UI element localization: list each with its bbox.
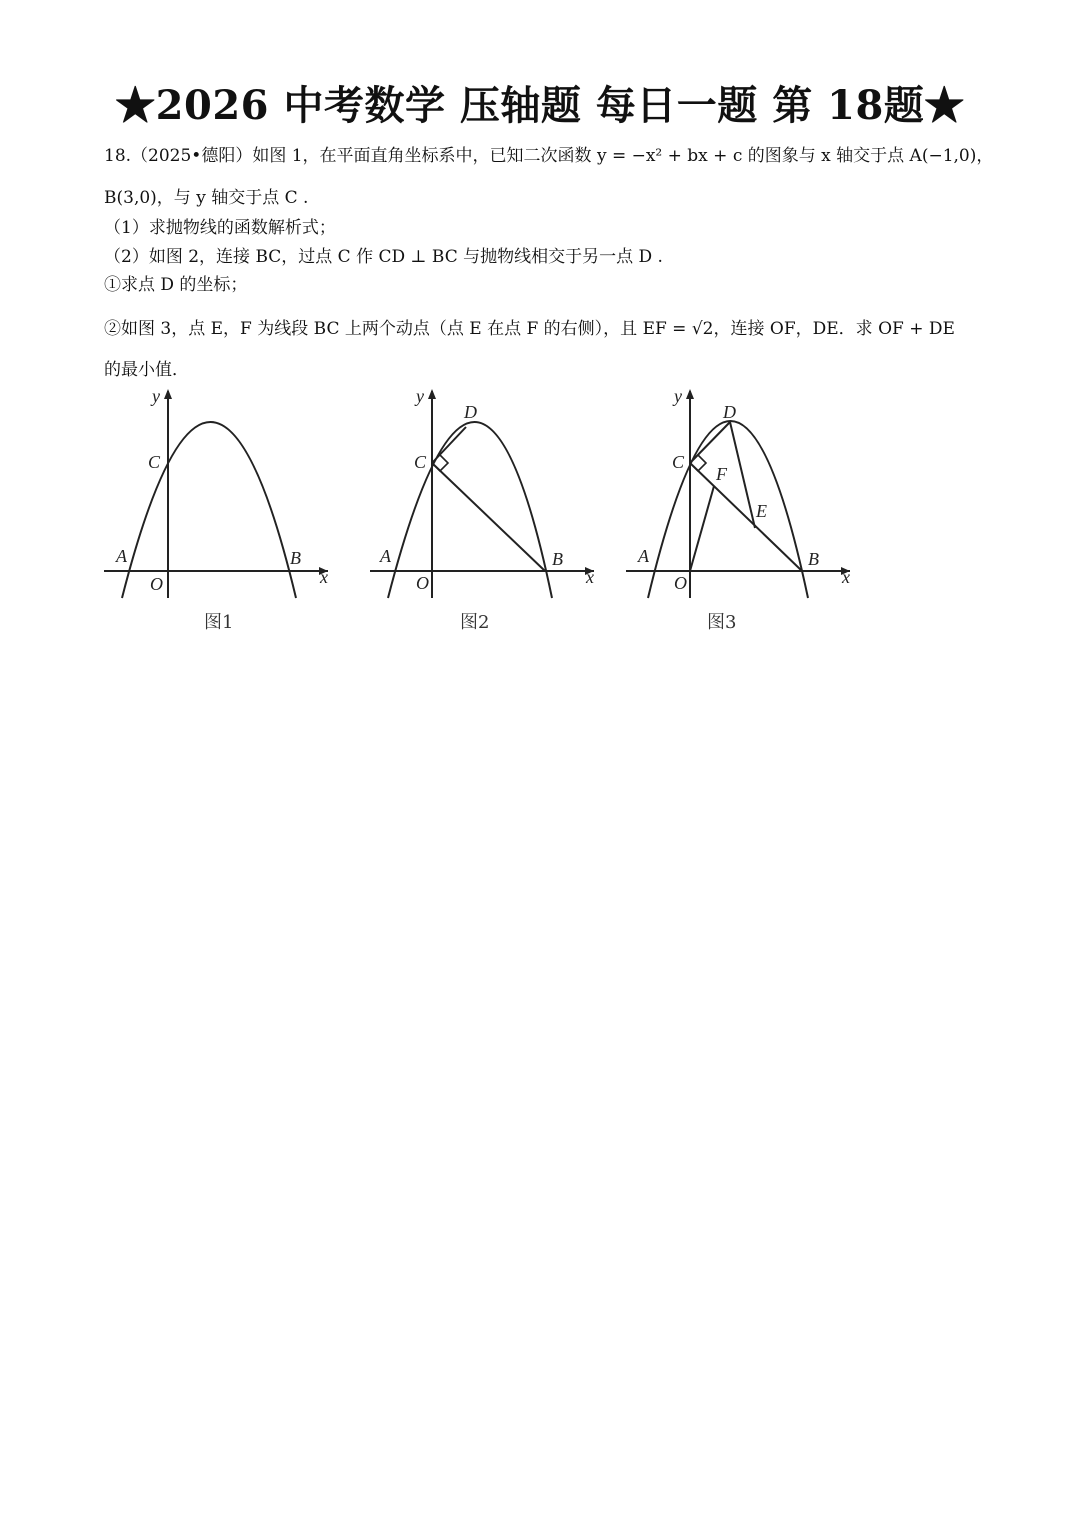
label-d: D (464, 402, 477, 422)
problem-part-1: （1）求抛物线的函数解析式； (104, 218, 336, 238)
label-x: x (842, 567, 850, 587)
label-x: x (586, 567, 594, 587)
right-angle-mark (690, 455, 706, 471)
figure-2-graph (366, 385, 606, 600)
label-y: y (674, 386, 682, 406)
problem-sub-2-end: 的最小值． (104, 360, 189, 380)
segment-cd (690, 422, 730, 463)
segment-bc (690, 463, 802, 571)
segment-de (730, 422, 755, 528)
figure-3-caption: 图3 (707, 612, 737, 633)
label-y: y (416, 386, 424, 406)
problem-line-2: B(3,0)，与 y 轴交于点 C . (104, 188, 309, 208)
label-o: O (674, 573, 687, 593)
segment-bc (432, 463, 545, 571)
page-title: ★2026 中考数学 压轴题 每日一题 第 18题★ (115, 82, 965, 129)
segment-cd (432, 427, 466, 463)
label-c: C (148, 452, 161, 472)
problem-sub-1: ①求点 D 的坐标； (104, 275, 248, 295)
label-e: E (756, 501, 767, 521)
label-f: F (716, 464, 727, 484)
problem-sub-2: ②如图 3，点 E，F 为线段 BC 上两个动点（点 E 在点 F 的右侧），且 EF = √2，连接 OF，DE．求 OF + DE (104, 319, 955, 339)
label-o: O (416, 573, 429, 593)
label-a: A (380, 546, 391, 566)
figure-2 (366, 385, 606, 604)
figure-1 (100, 385, 340, 604)
label-b: B (290, 548, 301, 568)
label-a: A (116, 546, 127, 566)
label-x: x (320, 567, 328, 587)
segment-of (690, 486, 714, 571)
problem-line-1: 18.（2025•德阳）如图 1，在平面直角坐标系中，已知二次函数 y = −x² + bx + c 的图象与 x 轴交于点 A(−1,0)， (104, 146, 994, 166)
figure-1-caption: 图1 (204, 612, 234, 633)
y-axis-arrow (164, 389, 172, 399)
label-c: C (414, 452, 427, 472)
label-c: C (672, 452, 685, 472)
label-o: O (150, 574, 163, 594)
label-b: B (808, 549, 819, 569)
label-y: y (152, 386, 160, 406)
y-axis-arrow (428, 389, 436, 399)
problem-part-2: （2）如图 2，连接 BC，过点 C 作 CD ⊥ BC 与抛物线相交于另一点 D . (104, 247, 663, 267)
figure-2-caption: 图2 (460, 612, 490, 633)
figure-3 (622, 385, 862, 604)
figure-3-graph (622, 385, 862, 600)
label-a: A (638, 546, 649, 566)
label-d: D (723, 402, 736, 422)
figure-1-graph (100, 385, 340, 600)
label-b: B (552, 549, 563, 569)
y-axis-arrow (686, 389, 694, 399)
